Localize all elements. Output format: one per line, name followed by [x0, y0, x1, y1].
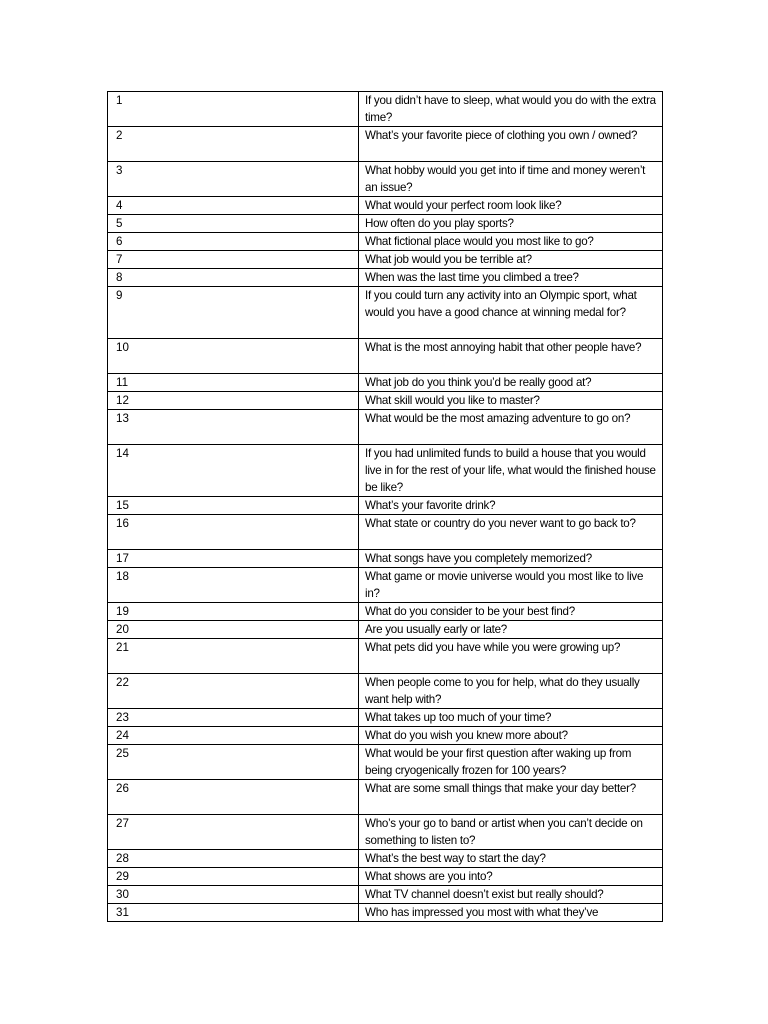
question-number: 23	[108, 709, 359, 727]
question-text: If you had unlimited funds to build a house that you would live in for the rest of your life, what would the finished house be like?	[359, 445, 663, 497]
question-row	[108, 850, 663, 868]
question-row	[108, 709, 663, 727]
question-text: What takes up too much of your time?	[359, 709, 663, 727]
questions-table	[107, 91, 663, 922]
question-text: What game or movie universe would you most like to live in?	[359, 568, 663, 603]
question-row	[108, 550, 663, 568]
question-number: 3	[108, 162, 359, 197]
question-text: If you could turn any activity into an Olympic sport, what would you have a good chance at winning medal for?	[359, 287, 663, 339]
question-row	[108, 127, 663, 162]
question-number: 5	[108, 215, 359, 233]
question-row	[108, 904, 663, 922]
question-text: What is the most annoying habit that other people have?	[359, 339, 663, 374]
question-text: What fictional place would you most like to go?	[359, 233, 663, 251]
question-text: What do you consider to be your best find?	[359, 603, 663, 621]
question-text: What do you wish you knew more about?	[359, 727, 663, 745]
question-row	[108, 568, 663, 603]
question-text: What state or country do you never want to go back to?	[359, 515, 663, 550]
question-number: 8	[108, 269, 359, 287]
question-text: When was the last time you climbed a tree?	[359, 269, 663, 287]
question-row	[108, 162, 663, 197]
question-text: When people come to you for help, what do they usually want help with?	[359, 674, 663, 709]
question-number: 29	[108, 868, 359, 886]
question-row	[108, 445, 663, 497]
question-number: 18	[108, 568, 359, 603]
question-text: Who has impressed you most with what they’ve	[359, 904, 663, 922]
question-number: 26	[108, 780, 359, 815]
question-row	[108, 639, 663, 674]
question-number: 20	[108, 621, 359, 639]
question-number: 10	[108, 339, 359, 374]
question-number: 28	[108, 850, 359, 868]
question-text: What would be your first question after waking up from being cryogenically frozen for 100 years?	[359, 745, 663, 780]
questions-table-body	[108, 92, 663, 922]
question-row	[108, 868, 663, 886]
question-number: 15	[108, 497, 359, 515]
question-number: 11	[108, 374, 359, 392]
question-row	[108, 780, 663, 815]
question-row	[108, 251, 663, 269]
question-row	[108, 233, 663, 251]
question-row	[108, 215, 663, 233]
question-row	[108, 674, 663, 709]
question-row	[108, 621, 663, 639]
question-text: What songs have you completely memorized?	[359, 550, 663, 568]
question-text: What TV channel doesn’t exist but really should?	[359, 886, 663, 904]
question-text: How often do you play sports?	[359, 215, 663, 233]
question-row	[108, 339, 663, 374]
question-number: 21	[108, 639, 359, 674]
question-text: What’s the best way to start the day?	[359, 850, 663, 868]
question-row	[108, 515, 663, 550]
question-number: 17	[108, 550, 359, 568]
question-row	[108, 727, 663, 745]
question-number: 7	[108, 251, 359, 269]
question-row	[108, 287, 663, 339]
question-text: What hobby would you get into if time and money weren’t an issue?	[359, 162, 663, 197]
question-row	[108, 269, 663, 287]
question-text: What shows are you into?	[359, 868, 663, 886]
question-number: 22	[108, 674, 359, 709]
question-number: 13	[108, 410, 359, 445]
question-row	[108, 197, 663, 215]
question-row	[108, 392, 663, 410]
question-text: What job do you think you’d be really good at?	[359, 374, 663, 392]
question-number: 12	[108, 392, 359, 410]
question-number: 4	[108, 197, 359, 215]
question-number: 25	[108, 745, 359, 780]
question-text: Who’s your go to band or artist when you can’t decide on something to listen to?	[359, 815, 663, 850]
question-row	[108, 603, 663, 621]
question-number: 6	[108, 233, 359, 251]
question-row	[108, 886, 663, 904]
question-number: 9	[108, 287, 359, 339]
question-row	[108, 410, 663, 445]
question-row	[108, 745, 663, 780]
question-number: 19	[108, 603, 359, 621]
question-text: What’s your favorite drink?	[359, 497, 663, 515]
question-text: What would your perfect room look like?	[359, 197, 663, 215]
question-number: 30	[108, 886, 359, 904]
question-text: What are some small things that make your day better?	[359, 780, 663, 815]
question-row	[108, 815, 663, 850]
question-row	[108, 92, 663, 127]
question-number: 2	[108, 127, 359, 162]
question-text: What’s your favorite piece of clothing you own / owned?	[359, 127, 663, 162]
question-text: What pets did you have while you were growing up?	[359, 639, 663, 674]
question-text: What would be the most amazing adventure to go on?	[359, 410, 663, 445]
question-row	[108, 497, 663, 515]
question-text: What skill would you like to master?	[359, 392, 663, 410]
question-number: 1	[108, 92, 359, 127]
question-text: If you didn’t have to sleep, what would you do with the extra time?	[359, 92, 663, 127]
question-number: 27	[108, 815, 359, 850]
question-text: Are you usually early or late?	[359, 621, 663, 639]
question-row	[108, 374, 663, 392]
question-number: 31	[108, 904, 359, 922]
question-number: 24	[108, 727, 359, 745]
question-text: What job would you be terrible at?	[359, 251, 663, 269]
question-number: 16	[108, 515, 359, 550]
question-number: 14	[108, 445, 359, 497]
